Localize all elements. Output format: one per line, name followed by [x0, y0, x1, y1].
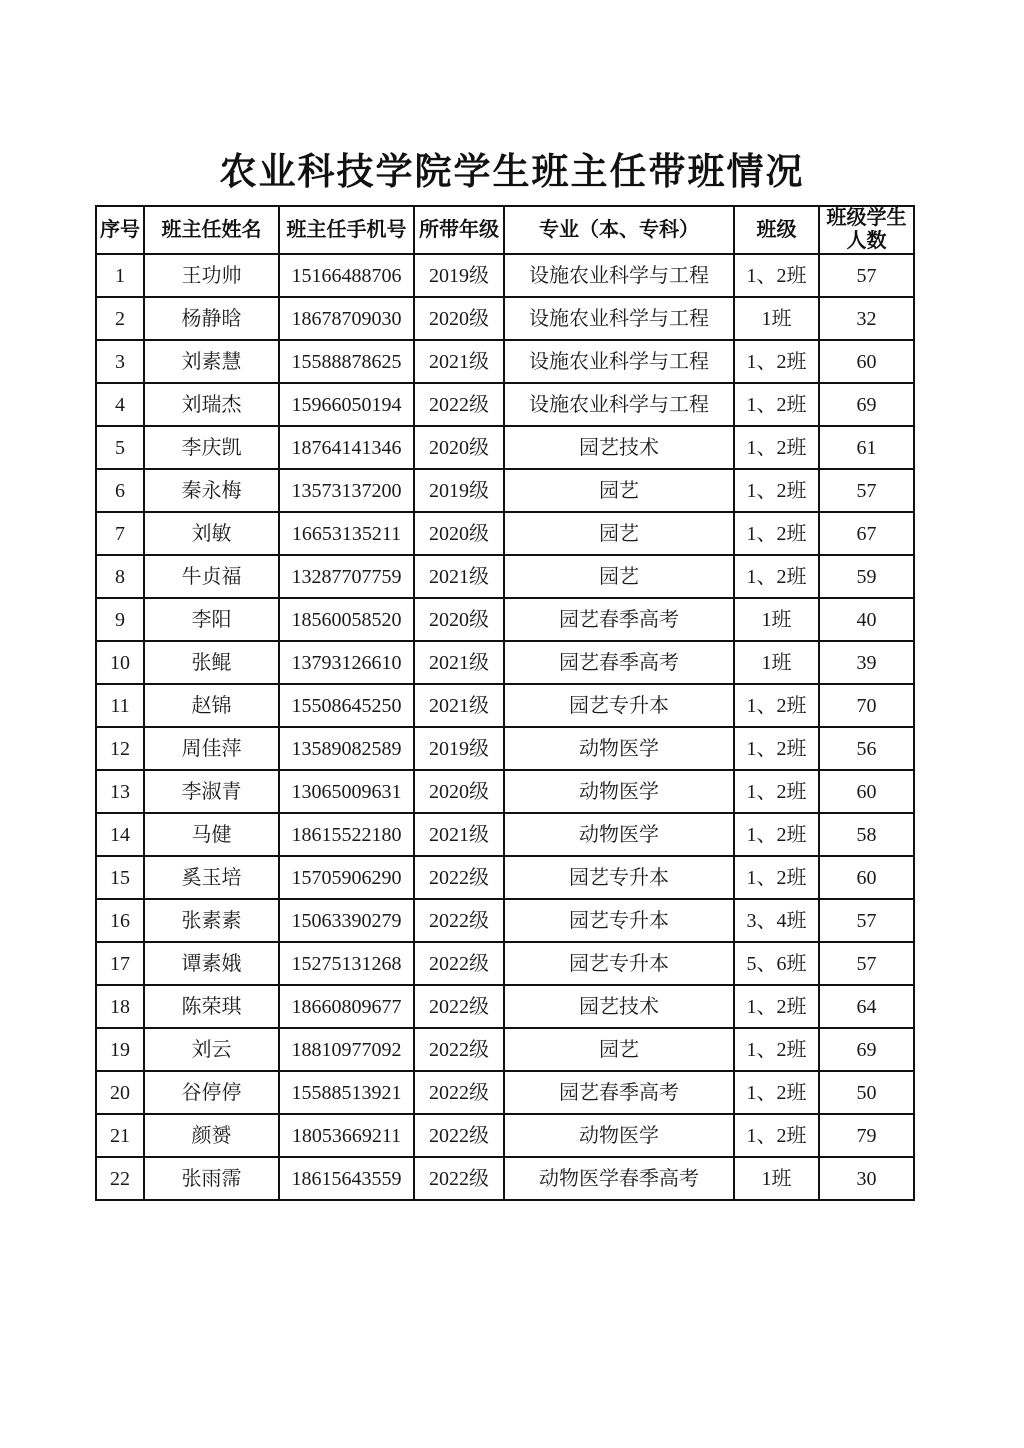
- table-cell: 马健: [144, 813, 279, 856]
- table-cell: 15705906290: [279, 856, 414, 899]
- table-cell: 70: [819, 684, 914, 727]
- table-row: [96, 684, 914, 727]
- table-cell: 40: [819, 598, 914, 641]
- table-cell: 2022级: [414, 1157, 504, 1200]
- table-cell: 张素素: [144, 899, 279, 942]
- table-cell: 5: [96, 426, 144, 469]
- table-cell: 15966050194: [279, 383, 414, 426]
- table-cell: 2021级: [414, 555, 504, 598]
- table-cell: 谷停停: [144, 1071, 279, 1114]
- table-row: [96, 1114, 914, 1157]
- table-cell: 18764141346: [279, 426, 414, 469]
- table-cell: 3、4班: [734, 899, 819, 942]
- table-cell: 5、6班: [734, 942, 819, 985]
- table-cell: 设施农业科学与工程: [504, 340, 734, 383]
- table-cell: 周佳萍: [144, 727, 279, 770]
- table-cell: 园艺: [504, 555, 734, 598]
- table-cell: 13: [96, 770, 144, 813]
- table-cell: 16653135211: [279, 512, 414, 555]
- table-cell: 园艺技术: [504, 426, 734, 469]
- table-cell: 1、2班: [734, 727, 819, 770]
- table-cell: 动物医学: [504, 770, 734, 813]
- table-cell: 2022级: [414, 383, 504, 426]
- table-cell: 7: [96, 512, 144, 555]
- table-cell: 杨静晗: [144, 297, 279, 340]
- table-cell: 1班: [734, 598, 819, 641]
- table-cell: 2021级: [414, 684, 504, 727]
- table-cell: 79: [819, 1114, 914, 1157]
- table-cell: 牛贞福: [144, 555, 279, 598]
- table-cell: 1、2班: [734, 770, 819, 813]
- table-cell: 刘云: [144, 1028, 279, 1071]
- table-cell: 1、2班: [734, 555, 819, 598]
- table-cell: 刘瑞杰: [144, 383, 279, 426]
- table-cell: 2022级: [414, 1028, 504, 1071]
- header-cell-name: 班主任姓名: [144, 206, 279, 254]
- table-cell: 15508645250: [279, 684, 414, 727]
- table-row: [96, 985, 914, 1028]
- table-cell: 王功帅: [144, 254, 279, 297]
- table-cell: 园艺专升本: [504, 684, 734, 727]
- table-row: [96, 856, 914, 899]
- table-cell: 15588513921: [279, 1071, 414, 1114]
- table-cell: 61: [819, 426, 914, 469]
- table-cell: 园艺: [504, 1028, 734, 1071]
- table-cell: 园艺技术: [504, 985, 734, 1028]
- table-cell: 动物医学: [504, 1114, 734, 1157]
- table-row: [96, 1157, 914, 1200]
- table-body: [96, 254, 914, 1200]
- table-cell: 谭素娥: [144, 942, 279, 985]
- table-cell: 15275131268: [279, 942, 414, 985]
- table-cell: 2021级: [414, 340, 504, 383]
- table-cell: 69: [819, 1028, 914, 1071]
- table-cell: 张鲲: [144, 641, 279, 684]
- table-cell: 园艺: [504, 512, 734, 555]
- table-header-row: [96, 206, 914, 254]
- table-cell: 13065009631: [279, 770, 414, 813]
- table-cell: 17: [96, 942, 144, 985]
- table-cell: 13589082589: [279, 727, 414, 770]
- table-cell: 18053669211: [279, 1114, 414, 1157]
- page-title: 农业科技学院学生班主任带班情况: [219, 151, 805, 192]
- table-cell: 64: [819, 985, 914, 1028]
- table-cell: 设施农业科学与工程: [504, 254, 734, 297]
- table-row: [96, 1071, 914, 1114]
- header-cell-major: 专业（本、专科）: [504, 206, 734, 254]
- table-cell: 13573137200: [279, 469, 414, 512]
- table-cell: 1、2班: [734, 383, 819, 426]
- table-cell: 赵锦: [144, 684, 279, 727]
- table-cell: 1班: [734, 641, 819, 684]
- table-row: [96, 942, 914, 985]
- table-cell: 1、2班: [734, 426, 819, 469]
- table-cell: 2020级: [414, 426, 504, 469]
- table-cell: 18: [96, 985, 144, 1028]
- table-row: [96, 641, 914, 684]
- table-cell: 18560058520: [279, 598, 414, 641]
- table-cell: 60: [819, 770, 914, 813]
- table-cell: 2020级: [414, 297, 504, 340]
- table-cell: 1: [96, 254, 144, 297]
- table-cell: 2022级: [414, 856, 504, 899]
- table-cell: 18660809677: [279, 985, 414, 1028]
- table-row: [96, 383, 914, 426]
- table-cell: 1班: [734, 1157, 819, 1200]
- table-cell: 刘敏: [144, 512, 279, 555]
- table-cell: 14: [96, 813, 144, 856]
- table-cell: 60: [819, 340, 914, 383]
- table-row: [96, 254, 914, 297]
- table-cell: 李淑青: [144, 770, 279, 813]
- table-cell: 1、2班: [734, 512, 819, 555]
- table-cell: 园艺专升本: [504, 899, 734, 942]
- table-cell: 园艺春季高考: [504, 1071, 734, 1114]
- table-cell: 1班: [734, 297, 819, 340]
- table-cell: 2022级: [414, 1114, 504, 1157]
- table-row: [96, 340, 914, 383]
- table-cell: 11: [96, 684, 144, 727]
- table-cell: 10: [96, 641, 144, 684]
- table-cell: 刘素慧: [144, 340, 279, 383]
- table-cell: 15063390279: [279, 899, 414, 942]
- table-cell: 1、2班: [734, 684, 819, 727]
- table-row: [96, 469, 914, 512]
- table-cell: 1、2班: [734, 1071, 819, 1114]
- table-cell: 颜赟: [144, 1114, 279, 1157]
- table-cell: 2: [96, 297, 144, 340]
- table-cell: 设施农业科学与工程: [504, 383, 734, 426]
- table-cell: 1、2班: [734, 985, 819, 1028]
- table-cell: 2019级: [414, 727, 504, 770]
- table-row: [96, 1028, 914, 1071]
- table-cell: 18615643559: [279, 1157, 414, 1200]
- table-cell: 2019级: [414, 254, 504, 297]
- table-cell: 15588878625: [279, 340, 414, 383]
- table-cell: 13287707759: [279, 555, 414, 598]
- table-cell: 18678709030: [279, 297, 414, 340]
- table-cell: 6: [96, 469, 144, 512]
- table-cell: 1、2班: [734, 1114, 819, 1157]
- table-cell: 1、2班: [734, 856, 819, 899]
- table-cell: 15166488706: [279, 254, 414, 297]
- header-cell-phone: 班主任手机号: [279, 206, 414, 254]
- table-row: [96, 899, 914, 942]
- table-cell: 58: [819, 813, 914, 856]
- table-cell: 1、2班: [734, 469, 819, 512]
- table-cell: 张雨霈: [144, 1157, 279, 1200]
- class-teacher-table: [95, 205, 915, 1201]
- table-cell: 园艺春季高考: [504, 598, 734, 641]
- table-cell: 57: [819, 469, 914, 512]
- table-cell: 18810977092: [279, 1028, 414, 1071]
- table-cell: 8: [96, 555, 144, 598]
- table-cell: 1、2班: [734, 340, 819, 383]
- table-cell: 1、2班: [734, 254, 819, 297]
- table-cell: 32: [819, 297, 914, 340]
- table-row: [96, 555, 914, 598]
- table-cell: 2022级: [414, 899, 504, 942]
- table-row: [96, 297, 914, 340]
- table-row: [96, 770, 914, 813]
- table-cell: 12: [96, 727, 144, 770]
- table-cell: 2020级: [414, 598, 504, 641]
- table-cell: 2022级: [414, 985, 504, 1028]
- table-cell: 2021级: [414, 641, 504, 684]
- table-cell: 陈荣琪: [144, 985, 279, 1028]
- table-cell: 56: [819, 727, 914, 770]
- table-cell: 2019级: [414, 469, 504, 512]
- table-cell: 动物医学: [504, 813, 734, 856]
- table-cell: 13793126610: [279, 641, 414, 684]
- table-cell: 22: [96, 1157, 144, 1200]
- table-cell: 39: [819, 641, 914, 684]
- table-row: [96, 813, 914, 856]
- table-cell: 57: [819, 899, 914, 942]
- table-cell: 1、2班: [734, 1028, 819, 1071]
- table-header: [96, 206, 914, 254]
- table-row: [96, 727, 914, 770]
- table-cell: 16: [96, 899, 144, 942]
- table-cell: 2020级: [414, 770, 504, 813]
- table-cell: 59: [819, 555, 914, 598]
- header-cell-class: 班级: [734, 206, 819, 254]
- table-cell: 园艺专升本: [504, 856, 734, 899]
- table-cell: 21: [96, 1114, 144, 1157]
- header-cell-grade: 所带年级: [414, 206, 504, 254]
- table-row: [96, 598, 914, 641]
- table-cell: 30: [819, 1157, 914, 1200]
- table-cell: 动物医学: [504, 727, 734, 770]
- table-cell: 2021级: [414, 813, 504, 856]
- header-cell-index: 序号: [96, 206, 144, 254]
- table-cell: 园艺春季高考: [504, 641, 734, 684]
- table-cell: 57: [819, 942, 914, 985]
- table-cell: 2022级: [414, 1071, 504, 1114]
- table-cell: 2022级: [414, 942, 504, 985]
- table-cell: 秦永梅: [144, 469, 279, 512]
- header-cell-student-count: 班级学生人数: [819, 206, 914, 254]
- table-cell: 60: [819, 856, 914, 899]
- table-cell: 69: [819, 383, 914, 426]
- table-cell: 67: [819, 512, 914, 555]
- table-cell: 李庆凯: [144, 426, 279, 469]
- table-cell: 园艺: [504, 469, 734, 512]
- table-row: [96, 426, 914, 469]
- table-cell: 19: [96, 1028, 144, 1071]
- table-cell: 9: [96, 598, 144, 641]
- table-cell: 园艺专升本: [504, 942, 734, 985]
- table-cell: 李阳: [144, 598, 279, 641]
- table-cell: 15: [96, 856, 144, 899]
- table-row: [96, 512, 914, 555]
- table-cell: 20: [96, 1071, 144, 1114]
- table-cell: 18615522180: [279, 813, 414, 856]
- table-cell: 奚玉培: [144, 856, 279, 899]
- table-cell: 57: [819, 254, 914, 297]
- table-cell: 3: [96, 340, 144, 383]
- table-cell: 设施农业科学与工程: [504, 297, 734, 340]
- table-cell: 1、2班: [734, 813, 819, 856]
- table-cell: 4: [96, 383, 144, 426]
- table-cell: 动物医学春季高考: [504, 1157, 734, 1200]
- table-cell: 50: [819, 1071, 914, 1114]
- table-cell: 2020级: [414, 512, 504, 555]
